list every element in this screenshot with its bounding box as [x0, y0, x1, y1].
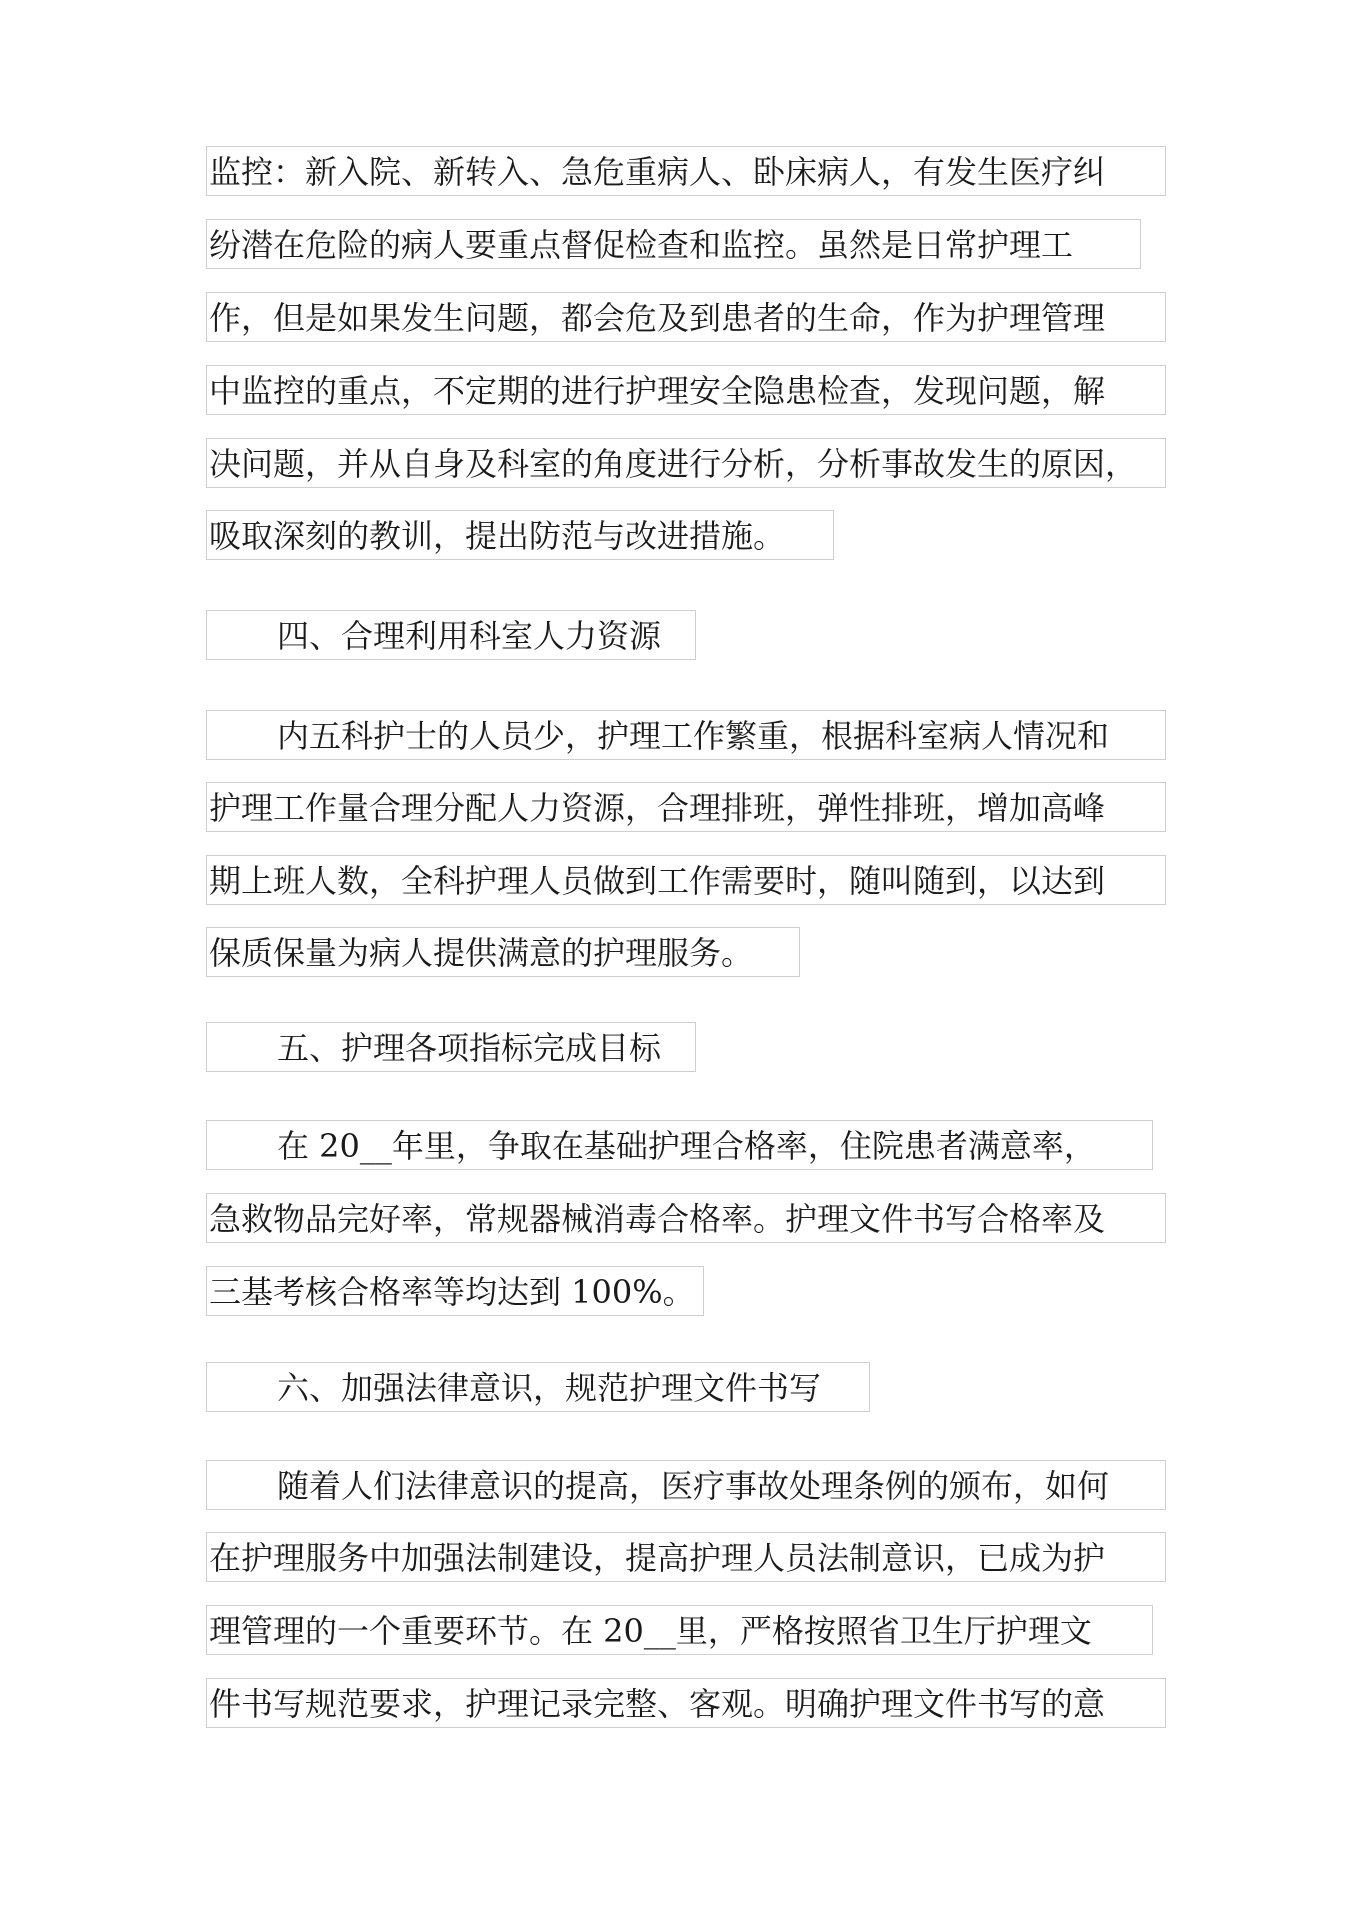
section-heading: 五、护理各项指标完成目标 — [206, 1022, 696, 1072]
text-line: 随着人们法律意识的提高，医疗事故处理条例的颁布，如何 — [206, 1460, 1166, 1510]
text-line: 在 20__年里，争取在基础护理合格率，住院患者满意率， — [206, 1120, 1153, 1170]
section-heading: 四、合理利用科室人力资源 — [206, 610, 696, 660]
text-line: 护理工作量合理分配人力资源，合理排班，弹性排班，增加高峰 — [206, 782, 1166, 832]
text-line: 纷潜在危险的病人要重点督促检查和监控。虽然是日常护理工 — [206, 219, 1141, 269]
text-line: 监控：新入院、新转入、急危重病人、卧床病人，有发生医疗纠 — [206, 146, 1166, 196]
text-line: 急救物品完好率，常规器械消毒合格率。护理文件书写合格率及 — [206, 1193, 1166, 1243]
text-line: 吸取深刻的教训，提出防范与改进措施。 — [206, 510, 834, 560]
text-line: 三基考核合格率等均达到 100%。 — [206, 1266, 704, 1316]
text-line: 作，但是如果发生问题，都会危及到患者的生命，作为护理管理 — [206, 292, 1166, 342]
section-heading: 六、加强法律意识，规范护理文件书写 — [206, 1362, 870, 1412]
text-line: 内五科护士的人员少，护理工作繁重，根据科室病人情况和 — [206, 710, 1166, 760]
text-line: 保质保量为病人提供满意的护理服务。 — [206, 927, 800, 977]
text-line: 决问题，并从自身及科室的角度进行分析，分析事故发生的原因， — [206, 438, 1166, 488]
text-line: 理管理的一个重要环节。在 20__里，严格按照省卫生厅护理文 — [206, 1605, 1153, 1655]
text-line: 在护理服务中加强法制建设，提高护理人员法制意识，已成为护 — [206, 1532, 1166, 1582]
text-line: 期上班人数，全科护理人员做到工作需要时，随叫随到，以达到 — [206, 855, 1166, 905]
text-line: 中监控的重点，不定期的进行护理安全隐患检查，发现问题，解 — [206, 365, 1166, 415]
text-line: 件书写规范要求，护理记录完整、客观。明确护理文件书写的意 — [206, 1678, 1166, 1728]
